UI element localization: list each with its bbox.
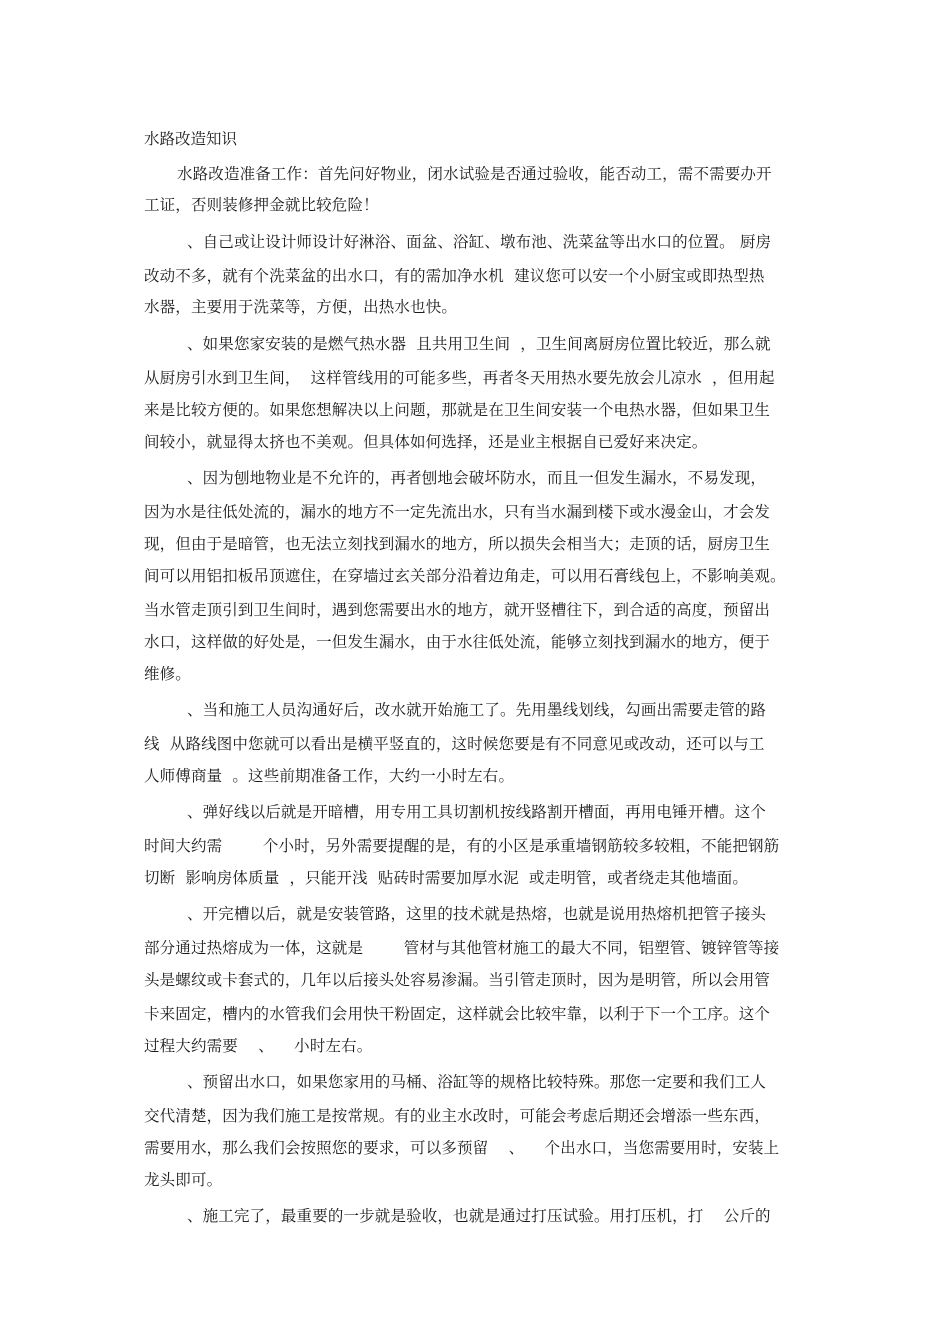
- text-line: 人师傅商量 。这些前期准备工作，大约一小时左右。: [144, 767, 515, 785]
- text-line: 切断 影响房体质量 ，只能开浅 贴砖时需要加厚水泥 或走明管，或者绕走其他墙面。: [144, 869, 749, 887]
- text-line: 维修。: [144, 665, 191, 683]
- text-line: 水口，这样做的好处是，一但发生漏水，由于水往低处流，能够立刻找到漏水的地方，便于: [144, 633, 771, 651]
- text-line: 水器，主要用于洗菜等，方便，出热水也快。: [144, 298, 458, 316]
- text-line: 、自己或让设计师设计好淋浴、面盆、浴缸、墩布池、洗菜盆等出水口的位置。 厨房: [187, 233, 772, 251]
- text-line: 工证，否则装修押金就比较危险！: [144, 196, 379, 214]
- text-line: 需要用水，那么我们会按照您的要求，可以多预留 、 个出水口，当您需要用时，安装上: [144, 1139, 780, 1157]
- text-line: 来是比较方便的。如果您想解决以上问题，那就是在卫生间安装一个电热水器，但如果卫生: [144, 401, 771, 419]
- text-line: 卡来固定，槽内的水管我们会用快干粉固定，这样就会比较牢靠，以利于下一个工序。这个: [144, 1005, 771, 1023]
- text-line: 、弹好线以后就是开暗槽，用专用工具切割机按线路割开槽面，再用电锤开槽。这个: [187, 803, 767, 821]
- text-line: 从厨房引水到卫生间， 这样管线用的可能多些，再者冬天用热水要先放会儿凉水 ，但用起: [144, 369, 775, 387]
- text-line: 因为水是往低处流的，漏水的地方不一定先流出水，只有当水漏到楼下或水漫金山，才会发: [144, 503, 771, 521]
- text-line: 交代清楚，因为我们施工是按常规。有的业主水改时，可能会考虑后期还会增添一些东西，: [144, 1107, 771, 1125]
- text-line: 、如果您家安装的是燃气热水器 且共用卫生间 ，卫生间离厨房位置比较近，那么就: [187, 335, 771, 353]
- text-line: 过程大约需要 、 小时左右。: [144, 1037, 373, 1055]
- text-line: 间可以用铝扣板吊顶遮住，在穿墙过玄关部分沿着边角走，可以用石膏线包上，不影响美观。: [144, 567, 786, 585]
- document-title: 水路改造知识: [144, 130, 238, 148]
- text-line: 部分通过热熔成为一体，这就是 管材与其他管材施工的最大不同，铝塑管、镀锌管等接: [144, 939, 780, 957]
- text-line: 、施工完了，最重要的一步就是验收，也就是通过打压试验。用打压机，打 公斤的: [187, 1207, 771, 1225]
- text-line: 水路改造准备工作：首先问好物业，闭水试验是否通过验收，能否动工，需不需要办开: [177, 165, 772, 183]
- text-line: 现，但由于是暗管，也无法立刻找到漏水的地方，所以损失会相当大；走顶的话，厨房卫生: [144, 535, 771, 553]
- text-line: 、当和施工人员沟通好后，改水就开始施工了。先用墨线划线，勾画出需要走管的路: [187, 701, 767, 719]
- text-line: 当水管走顶引到卫生间时，遇到您需要出水的地方，就开竖槽往下，到合适的高度，预留出: [144, 601, 771, 619]
- text-line: 、因为刨地物业是不允许的，再者刨地会破坏防水，而且一但发生漏水，不易发现，: [187, 469, 767, 487]
- text-line: 、开完槽以后，就是安装管路，这里的技术就是热熔，也就是说用热熔机把管子接头: [187, 905, 767, 923]
- text-line: 、预留出水口，如果您家用的马桶、浴缸等的规格比较特殊。那您一定要和我们工人: [187, 1073, 767, 1091]
- text-line: 龙头即可。: [144, 1171, 223, 1189]
- text-line: 线 从路线图中您就可以看出是横平竖直的，这时候您要是有不同意见或改动，还可以与工: [144, 735, 765, 753]
- text-line: 间较小，就显得太挤也不美观。但具体如何选择，还是业主根据自已爱好来决定。: [144, 433, 708, 451]
- text-line: 改动不多，就有个洗菜盆的出水口，有的需加净水机 建议您可以安一个小厨宝或即热型热: [144, 267, 765, 285]
- text-line: 头是螺纹或卡套式的，几年以后接头处容易渗漏。当引管走顶时，因为是明管，所以会用管: [144, 971, 771, 989]
- text-line: 时间大约需 个小时，另外需要提醒的是，有的小区是承重墙钢筋较多较粗，不能把钢筋: [144, 837, 780, 855]
